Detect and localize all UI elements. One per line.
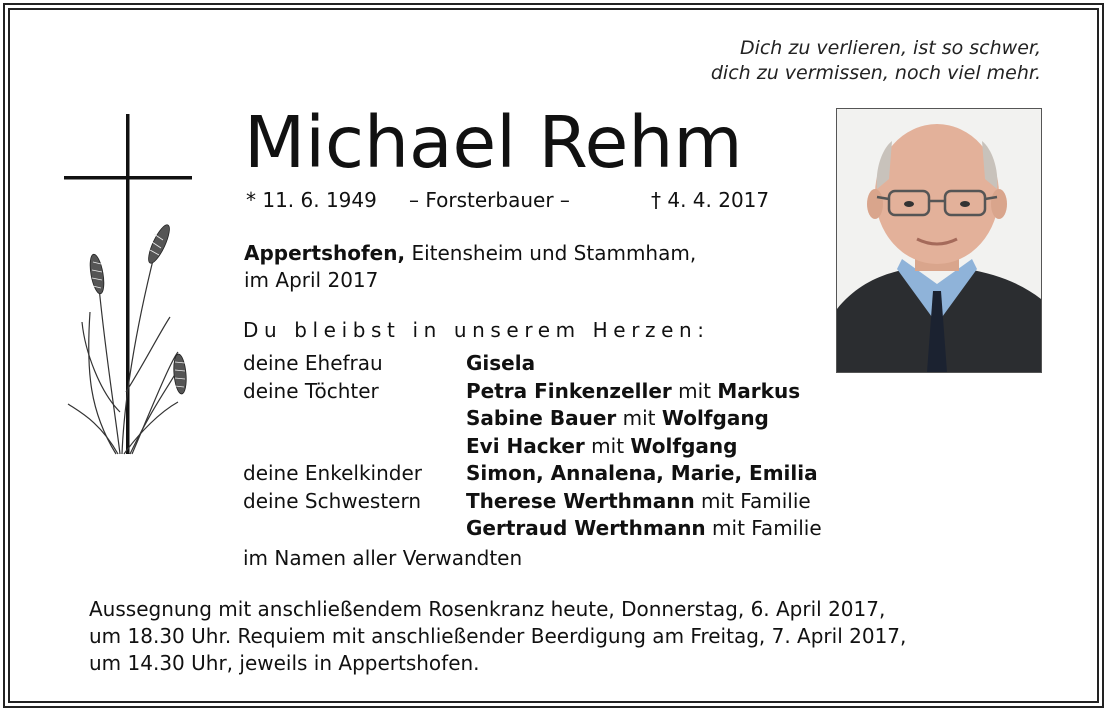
service-line-1: Aussegnung mit anschließendem Rosenkranz heute, Donnerstag, 6. April 2017,	[89, 597, 886, 621]
portrait-photo	[836, 108, 1042, 373]
member-name: Gisela	[466, 351, 536, 375]
member-name: Therese Werthmann	[466, 489, 695, 513]
service-line-3: um 14.30 Uhr, jeweils in Appertshofen.	[89, 651, 480, 675]
place-rest: Eitensheim und Stammham,	[405, 241, 697, 265]
member-name: Evi Hacker	[466, 434, 585, 458]
member-name: Wolfgang	[630, 434, 738, 458]
family-relation: deine Töchter	[243, 379, 379, 403]
date-line: im April 2017	[244, 268, 379, 292]
member-connector: mit Familie	[705, 516, 822, 540]
service-info	[89, 596, 906, 677]
service-line-2: um 18.30 Uhr. Requiem mit anschließender Beerdigung am Freitag, 7. April 2017,	[89, 624, 907, 648]
member-name: Markus	[717, 379, 801, 403]
closing-line: im Namen aller Verwandten	[243, 546, 523, 570]
cross-with-wheat-icon	[60, 112, 200, 457]
member-name: Sabine Bauer	[466, 406, 617, 430]
family-relation: deine Ehefrau	[243, 351, 383, 375]
member-connector: mit	[584, 434, 631, 458]
family-member	[466, 515, 822, 542]
house-name: – Forsterbauer –	[409, 188, 570, 212]
member-name: Simon, Annalena, Marie, Emilia	[466, 461, 818, 485]
place-bold: Appertshofen,	[244, 241, 406, 265]
quote-line-1: Dich zu verlieren, ist so schwer,	[739, 37, 1041, 59]
family-member	[466, 433, 737, 460]
family-member	[466, 405, 769, 432]
member-name: Wolfgang	[661, 406, 769, 430]
memorial-quote	[711, 36, 1041, 86]
family-member	[466, 350, 535, 377]
place-line	[244, 240, 696, 267]
family-member	[466, 460, 818, 487]
portrait-illustration	[837, 109, 1041, 372]
member-name: Petra Finkenzeller	[466, 379, 672, 403]
heading-in-our-hearts: Du bleibst in unserem Herzen:	[243, 318, 710, 342]
death-date: † 4. 4. 2017	[651, 188, 770, 212]
member-name: Gertraud Werthmann	[466, 516, 706, 540]
family-member	[466, 488, 811, 515]
deceased-name: Michael Rehm	[244, 101, 743, 184]
member-connector: mit Familie	[694, 489, 811, 513]
family-relation: deine Schwestern	[243, 489, 422, 513]
family-relation: deine Enkelkinder	[243, 461, 422, 485]
place-and-date	[244, 240, 696, 294]
member-connector: mit	[616, 406, 662, 430]
quote-line-2: dich zu vermissen, noch viel mehr.	[710, 62, 1041, 84]
member-connector: mit	[671, 379, 718, 403]
birth-date: * 11. 6. 1949	[246, 188, 377, 212]
family-member	[466, 378, 800, 405]
